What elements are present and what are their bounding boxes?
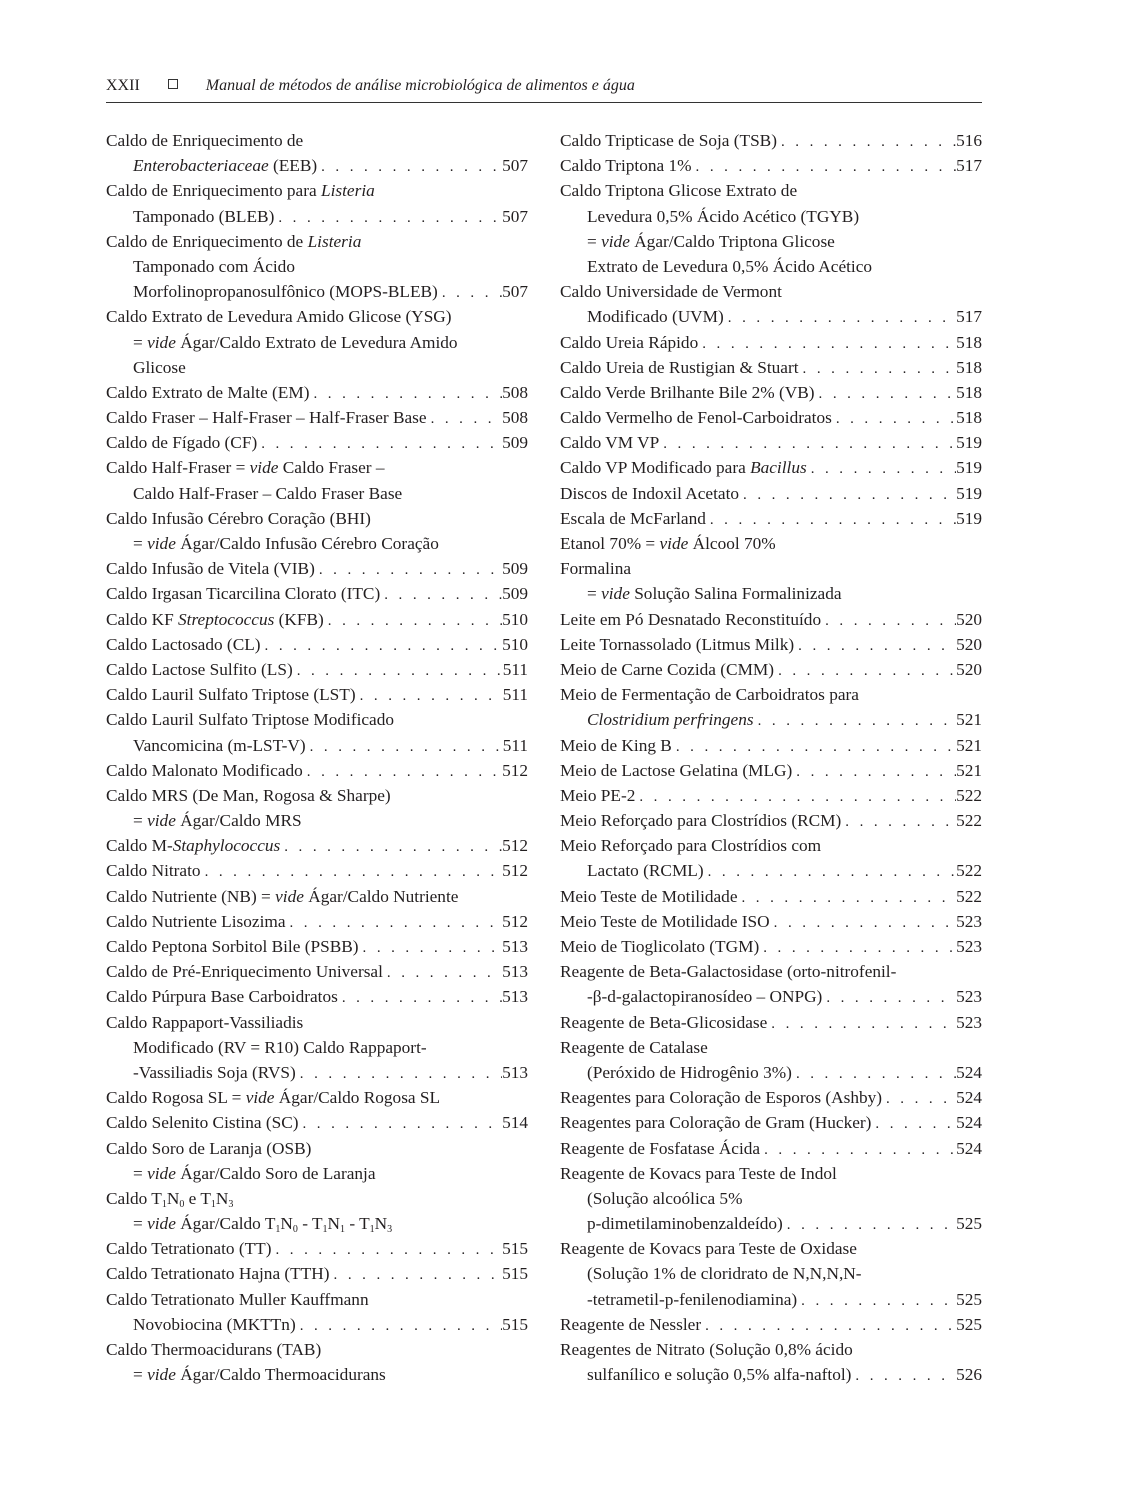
index-entry: [106, 178, 528, 228]
entry-page-number: 509: [502, 584, 528, 604]
index-entry: [560, 380, 982, 405]
dot-leader: [359, 936, 503, 959]
entry-text: = vide Ágar/Caldo Soro de Laranja: [133, 1163, 376, 1183]
entry-page-number: 513: [502, 937, 528, 956]
entry-text: Tamponado com Ácido: [133, 256, 295, 276]
dot-leader: [698, 332, 956, 355]
entry-page-number: 519: [956, 458, 982, 478]
dot-leader: [309, 382, 502, 405]
entry-text: Caldo VM VP: [560, 433, 660, 453]
dot-leader: [438, 281, 502, 304]
entry-page-number: 524: [956, 1113, 982, 1133]
index-entry: [560, 455, 982, 480]
entry-text: Caldo Lauril Sulfato Triptose (LST): [106, 685, 356, 705]
entry-text: Caldo Half-Fraser – Caldo Fraser Base: [133, 483, 403, 503]
entry-page-number: 512: [502, 760, 528, 780]
entry-page-number: 524: [956, 1062, 982, 1082]
entry-page-number: 522: [956, 861, 982, 881]
index-entry: [106, 1261, 528, 1286]
dot-leader: [383, 961, 502, 984]
entry-page-number: 520: [956, 634, 982, 654]
dot-leader: [871, 1112, 956, 1135]
index-entry: [106, 934, 528, 959]
index-entry: [106, 783, 528, 833]
dot-leader: [299, 1112, 503, 1135]
entry-page-number: 519: [956, 433, 982, 453]
entry-text: Caldo Tetrationato (TT): [106, 1239, 272, 1259]
dot-leader: [427, 407, 503, 430]
entry-page-number: 508: [502, 382, 528, 402]
entry-page-number: 520: [956, 659, 982, 679]
entry-text: = vide Ágar/Caldo Thermoacidurans: [133, 1365, 386, 1385]
entry-text: Discos de Indoxil Acetato: [560, 483, 740, 503]
entry-text: Meio Reforçado para Clostrídios com: [560, 836, 822, 856]
index-column-left: [106, 128, 528, 1387]
entry-page-number: 519: [956, 508, 982, 528]
entry-text: Meio de King B: [560, 735, 672, 755]
entry-page-number: 512: [502, 861, 528, 881]
index-entry: [560, 128, 982, 153]
dot-leader: [754, 709, 956, 732]
entry-page-number: 524: [956, 1088, 982, 1108]
entry-page-number: 517: [956, 156, 982, 176]
entry-text: (Solução 1% de cloridrato de N,N,N,N-: [587, 1264, 862, 1284]
entry-text: Caldo Rogosa SL = vide Ágar/Caldo Rogosa SL: [106, 1088, 441, 1108]
entry-text: Vancomicina (m-LST-V): [133, 735, 306, 755]
entry-text: Caldo Nitrato: [106, 861, 201, 881]
index-entry: [560, 657, 982, 682]
entry-text: Modificado (RV = R10) Caldo Rappaport-: [133, 1037, 427, 1057]
entry-text: Caldo Verde Brilhante Bile 2% (VB): [560, 382, 815, 402]
dot-leader: [807, 457, 956, 480]
dot-leader: [767, 1012, 956, 1035]
entry-text: Tamponado (BLEB): [133, 206, 275, 226]
entry-text: Reagente de Beta-Galactosidase (orto-nitrofenil-: [560, 962, 897, 982]
entry-text: Extrato de Levedura 0,5% Ácido Acético: [587, 256, 873, 276]
dot-leader: [293, 659, 503, 682]
index-entry: [106, 1010, 528, 1086]
entry-text: Caldo Fraser – Half-Fraser – Half-Fraser Base: [106, 408, 427, 428]
book-title: Manual de métodos de análise microbiológica de alimentos e água: [205, 77, 635, 94]
index-entry: [560, 355, 982, 380]
entry-text: Caldo Nutriente (NB) = vide Ágar/Caldo Nutriente: [106, 886, 459, 906]
entry-page-number: 522: [956, 785, 982, 805]
entry-text: Reagente de Nessler: [560, 1314, 702, 1334]
entry-page-number: 513: [502, 962, 528, 982]
entry-text: Caldo de Fígado (CF): [106, 433, 258, 453]
entry-text: Formalina: [560, 559, 632, 579]
entry-text: Caldo de Pré-Enriquecimento Universal: [106, 962, 383, 982]
entry-text: Caldo KF Streptococcus (KFB): [106, 609, 324, 629]
entry-text: Enterobacteriaceae (EEB): [133, 156, 318, 176]
entry-text: Etanol 70% = vide Álcool 70%: [560, 534, 776, 553]
entry-text: Reagentes de Nitrato (Solução 0,8% ácido: [560, 1340, 853, 1359]
entry-text: Caldo Infusão Cérebro Coração (BHI): [106, 508, 371, 528]
index-entry: [106, 758, 528, 783]
dot-leader: [738, 886, 957, 909]
dot-leader: [760, 1138, 956, 1161]
entry-text: -Vassiliadis Soja (RVS): [133, 1062, 296, 1082]
dot-leader: [832, 407, 956, 430]
entry-text: Caldo Ureia Rápido: [560, 332, 699, 352]
dot-leader: [704, 860, 956, 883]
index-entry: [106, 707, 528, 757]
entry-text: Caldo Triptona Glicose Extrato de: [560, 181, 798, 201]
entry-page-number: 522: [956, 886, 982, 906]
entry-text: Meio Teste de Motilidade ISO: [560, 911, 770, 931]
dot-leader: [794, 634, 956, 657]
entry-page-number: 523: [956, 937, 982, 956]
index-entry: [106, 632, 528, 657]
entry-text: Levedura 0,5% Ácido Acético (TGYB): [587, 206, 860, 226]
entry-text: Caldo de Enriquecimento de Listeria: [106, 231, 362, 251]
entry-text: Caldo Ureia de Rustigian & Stuart: [560, 357, 799, 377]
entry-page-number: 520: [956, 609, 982, 629]
index-entry: [560, 1236, 982, 1312]
index-entry: [106, 128, 528, 178]
dot-leader: [777, 130, 956, 153]
entry-text: Caldo Extrato de Malte (EM): [106, 382, 310, 402]
index-entry: [106, 833, 528, 858]
index-entry: [106, 455, 528, 505]
dot-leader: [201, 860, 503, 883]
entry-page-number: 525: [956, 1214, 982, 1234]
index-entry: [106, 1110, 528, 1135]
dot-leader: [841, 810, 956, 833]
index-entry: [106, 430, 528, 455]
entry-text: Caldo Selenito Cistina (SC): [106, 1113, 299, 1133]
entry-text: = vide Ágar/Caldo Infusão Cérebro Coração: [133, 534, 439, 553]
entry-text: Reagente de Fosfatase Ácida: [560, 1138, 761, 1158]
entry-text: = vide Ágar/Caldo Extrato de Levedura Amido: [133, 332, 458, 352]
index-entry: [106, 1337, 528, 1387]
entry-text: Caldo Soro de Laranja (OSB): [106, 1138, 312, 1158]
separator-square-icon: [168, 79, 178, 89]
entry-text: Caldo Lauril Sulfato Triptose Modificado: [106, 710, 395, 730]
entry-page-number: 521: [956, 760, 982, 780]
index-entry: [560, 481, 982, 506]
entry-text: Caldo de Enriquecimento de: [106, 131, 304, 150]
dot-leader: [822, 986, 956, 1009]
entry-text: Caldo Thermoacidurans (TAB): [106, 1340, 322, 1359]
entry-text: Leite Tornassolado (Litmus Milk): [560, 634, 795, 654]
entry-page-number: 525: [956, 1314, 982, 1334]
dot-leader: [672, 735, 956, 758]
index-entry: [106, 984, 528, 1009]
dot-leader: [324, 609, 502, 632]
entry-page-number: 513: [502, 1062, 528, 1082]
index-entry: [106, 959, 528, 984]
dot-leader: [851, 1364, 956, 1387]
index-entry: [560, 1085, 982, 1110]
entry-text: Escala de McFarland: [560, 508, 706, 528]
index-entry: [106, 304, 528, 380]
dot-leader: [271, 1238, 502, 1261]
index-entry: [106, 229, 528, 305]
running-header: [106, 73, 982, 103]
entry-text: Caldo Lactosado (CL): [106, 634, 261, 654]
index-entry: [106, 607, 528, 632]
entry-page-number: 518: [956, 382, 982, 402]
index-entry: [560, 909, 982, 934]
entry-page-number: 507: [502, 156, 528, 176]
index-entry: [106, 1136, 528, 1186]
entry-page-number: 510: [502, 609, 528, 629]
index-entry: [560, 682, 982, 732]
entry-text: = vide Solução Salina Formalinizada: [587, 584, 842, 604]
entry-page-number: 512: [502, 836, 528, 856]
entry-text: Meio Teste de Motilidade: [560, 886, 738, 906]
index-entry: [560, 934, 982, 959]
entry-text: Reagente de Kovacs para Teste de Indol: [560, 1163, 837, 1183]
dot-leader: [286, 911, 503, 934]
entry-text: Reagente de Catalase: [560, 1037, 708, 1057]
entry-text: Meio Reforçado para Clostrídios (RCM): [560, 811, 842, 831]
entry-text: Glicose: [133, 357, 186, 377]
entry-page-number: 511: [502, 685, 528, 705]
index-entry: [560, 758, 982, 783]
entry-text: Caldo M-Staphylococcus: [106, 836, 281, 856]
entry-text: Caldo Vermelho de Fenol-Carboidratos: [560, 408, 832, 428]
index-entry: [560, 178, 982, 279]
dot-leader: [724, 306, 956, 329]
entry-text: Reagentes para Coloração de Gram (Hucker): [560, 1113, 872, 1133]
entry-text: Caldo Tripticase de Soja (TSB): [560, 131, 777, 150]
entry-text: = vide Ágar/Caldo Triptona Glicose: [587, 231, 835, 251]
dot-leader: [306, 735, 503, 758]
entry-text: -tetrametil-p-fenilenodiamina): [587, 1289, 798, 1309]
dot-leader: [659, 432, 956, 455]
index-entry: [560, 632, 982, 657]
index-entry: [560, 783, 982, 808]
entry-text: Meio PE-2: [560, 785, 636, 805]
entry-text: Caldo Irgasan Ticarcilina Clorato (ITC): [106, 584, 381, 604]
dot-leader: [783, 1213, 956, 1236]
entry-text: Lactato (RCML): [587, 861, 704, 881]
entry-page-number: 521: [956, 710, 982, 730]
page-number: XXII: [106, 77, 140, 94]
entry-text: Novobiocina (MKTTn): [133, 1314, 296, 1334]
dot-leader: [380, 583, 502, 606]
dot-leader: [261, 634, 503, 657]
index-entry: [106, 1085, 528, 1110]
entry-text: p-dimetilaminobenzaldeído): [587, 1214, 783, 1234]
entry-page-number: 514: [502, 1113, 528, 1133]
entry-page-number: 516: [956, 131, 982, 150]
index-entry: [560, 733, 982, 758]
index-entry: [106, 405, 528, 430]
entry-text: (Solução alcoólica 5%: [587, 1188, 743, 1208]
entry-text: Caldo Triptona 1%: [560, 156, 692, 176]
entry-page-number: 524: [956, 1138, 982, 1158]
entry-text: Caldo Universidade de Vermont: [560, 282, 782, 302]
entry-text: Caldo Malonato Modificado: [106, 760, 303, 780]
dot-leader: [692, 155, 957, 178]
entry-page-number: 523: [956, 911, 982, 931]
dot-leader: [799, 357, 957, 380]
entry-page-number: 521: [956, 735, 982, 755]
dot-leader: [701, 1314, 956, 1337]
entry-text: = vide Ágar/Caldo MRS: [133, 811, 302, 831]
dot-leader: [739, 483, 956, 506]
index-entry: [560, 1110, 982, 1135]
index-column-right: [560, 128, 982, 1387]
entry-text: Reagente de Kovacs para Teste de Oxidase: [560, 1239, 857, 1259]
entry-text: Meio de Tioglicolato (TGM): [560, 937, 760, 956]
entry-text: Caldo $T_1N_0$ e $T_1N_3$: [106, 1188, 234, 1210]
entry-text: Reagente de Beta-Glicosidase: [560, 1012, 768, 1032]
dot-leader: [257, 432, 502, 455]
entry-text: Caldo Nutriente Lisozima: [106, 911, 286, 931]
dot-leader: [635, 785, 956, 808]
index-entry: [106, 682, 528, 707]
entry-page-number: 511: [502, 735, 528, 755]
entry-text: -β-d-galactopiranosídeo – ONPG): [587, 987, 823, 1007]
index-entry: [560, 833, 982, 883]
entry-page-number: 507: [502, 282, 528, 302]
dot-leader: [338, 986, 502, 1009]
index-entry: [106, 909, 528, 934]
entry-page-number: 518: [956, 357, 982, 377]
dot-leader: [759, 936, 956, 959]
index-entry: [106, 1287, 528, 1337]
entry-text: Meio de Carne Cozida (CMM): [560, 659, 775, 679]
dot-leader: [317, 155, 502, 178]
dot-leader: [774, 659, 956, 682]
index-entry: [106, 884, 528, 909]
entry-text: Meio de Fermentação de Carboidratos para: [560, 685, 859, 705]
entry-page-number: 522: [956, 811, 982, 831]
entry-text: Caldo MRS (De Man, Rogosa & Sharpe): [106, 785, 391, 805]
index-entry: [560, 1136, 982, 1161]
index-entry: [560, 153, 982, 178]
entry-page-number: 523: [956, 987, 982, 1007]
entry-page-number: 519: [956, 483, 982, 503]
entry-text: = vide Ágar/Caldo $T_1N_0 - T_1N_1 - T_1N_3$: [133, 1214, 393, 1236]
index-entry: [560, 1010, 982, 1035]
index-entry: [560, 405, 982, 430]
index-entry: [106, 1186, 528, 1236]
index-entry: [106, 506, 528, 556]
entry-page-number: 515: [502, 1314, 528, 1334]
dot-leader: [356, 684, 503, 707]
entry-page-number: 510: [502, 634, 528, 654]
dot-leader: [815, 382, 957, 405]
dot-leader: [296, 1314, 502, 1337]
entry-text: Caldo Tetrationato Muller Kauffmann: [106, 1289, 369, 1309]
dot-leader: [770, 911, 956, 934]
index-entry: [560, 506, 982, 531]
dot-leader: [882, 1087, 956, 1110]
entry-page-number: 509: [502, 559, 528, 579]
dot-leader: [797, 1289, 956, 1312]
dot-leader: [315, 558, 502, 581]
entry-text: Meio de Lactose Gelatina (MLG): [560, 760, 793, 780]
entry-text: (Peróxido de Hidrogênio 3%): [587, 1062, 792, 1082]
entry-text: Reagentes para Coloração de Esporos (Ashby): [560, 1088, 882, 1108]
dot-leader: [792, 760, 956, 783]
index-entry: [560, 959, 982, 1009]
entry-text: Caldo Púrpura Base Carboidratos: [106, 987, 338, 1007]
entry-page-number: 525: [956, 1289, 982, 1309]
dot-leader: [821, 609, 956, 632]
dot-leader: [706, 508, 956, 531]
index-entry: [560, 607, 982, 632]
index-entry: [560, 556, 982, 606]
dot-leader: [792, 1062, 956, 1085]
index-entry: [560, 430, 982, 455]
index-entry: [560, 330, 982, 355]
entry-text: Caldo Infusão de Vitela (VIB): [106, 559, 315, 579]
entry-text: Caldo VP Modificado para Bacillus: [560, 458, 807, 478]
dot-leader: [330, 1263, 503, 1286]
index-entry: [560, 808, 982, 833]
entry-page-number: 518: [956, 332, 982, 352]
index-entry: [560, 279, 982, 329]
entry-page-number: 509: [502, 433, 528, 453]
index-entry: [560, 1312, 982, 1337]
index-entry: [560, 531, 982, 556]
index-entry: [106, 657, 528, 682]
dot-leader: [280, 835, 502, 858]
index-entry: [560, 1337, 982, 1387]
entry-text: sulfanílico e solução 0,5% alfa-naftol): [587, 1365, 852, 1385]
entry-text: Caldo Half-Fraser = vide Caldo Fraser –: [106, 458, 385, 478]
index-entry: [106, 556, 528, 581]
entry-page-number: 523: [956, 1012, 982, 1032]
entry-text: Caldo Peptona Sorbitol Bile (PSBB): [106, 937, 359, 956]
entry-text: Modificado (UVM): [587, 307, 724, 327]
entry-text: Caldo Extrato de Levedura Amido Glicose (YSG): [106, 307, 452, 327]
entry-text: Caldo Lactose Sulfito (LS): [106, 659, 293, 679]
entry-text: Clostridium perfringens: [587, 710, 754, 730]
entry-text: Caldo Rappaport-Vassiliadis: [106, 1012, 304, 1032]
index-entry: [106, 858, 528, 883]
entry-page-number: 518: [956, 408, 982, 428]
entry-text: Caldo de Enriquecimento para Listeria: [106, 181, 375, 201]
entry-text: Caldo Tetrationato Hajna (TTH): [106, 1264, 330, 1284]
index-entry: [560, 884, 982, 909]
entry-page-number: 511: [502, 659, 528, 679]
index-entry: [106, 581, 528, 606]
index-entry: [560, 1035, 982, 1085]
entry-page-number: 512: [502, 911, 528, 931]
index-entry: [560, 1161, 982, 1237]
entry-page-number: 517: [956, 307, 982, 327]
entry-page-number: 515: [502, 1264, 528, 1284]
dot-leader: [274, 206, 502, 229]
entry-page-number: 526: [956, 1365, 982, 1385]
entry-text: Leite em Pó Desnatado Reconstituído: [560, 609, 822, 629]
entry-text: Morfolinopropanosulfônico (MOPS-BLEB): [133, 282, 438, 302]
index-entry: [106, 1236, 528, 1261]
entry-page-number: 515: [502, 1239, 528, 1259]
index-entry: [106, 380, 528, 405]
dot-leader: [303, 760, 502, 783]
dot-leader: [296, 1062, 502, 1085]
entry-page-number: 507: [502, 206, 528, 226]
entry-page-number: 508: [502, 408, 528, 428]
entry-page-number: 513: [502, 987, 528, 1007]
